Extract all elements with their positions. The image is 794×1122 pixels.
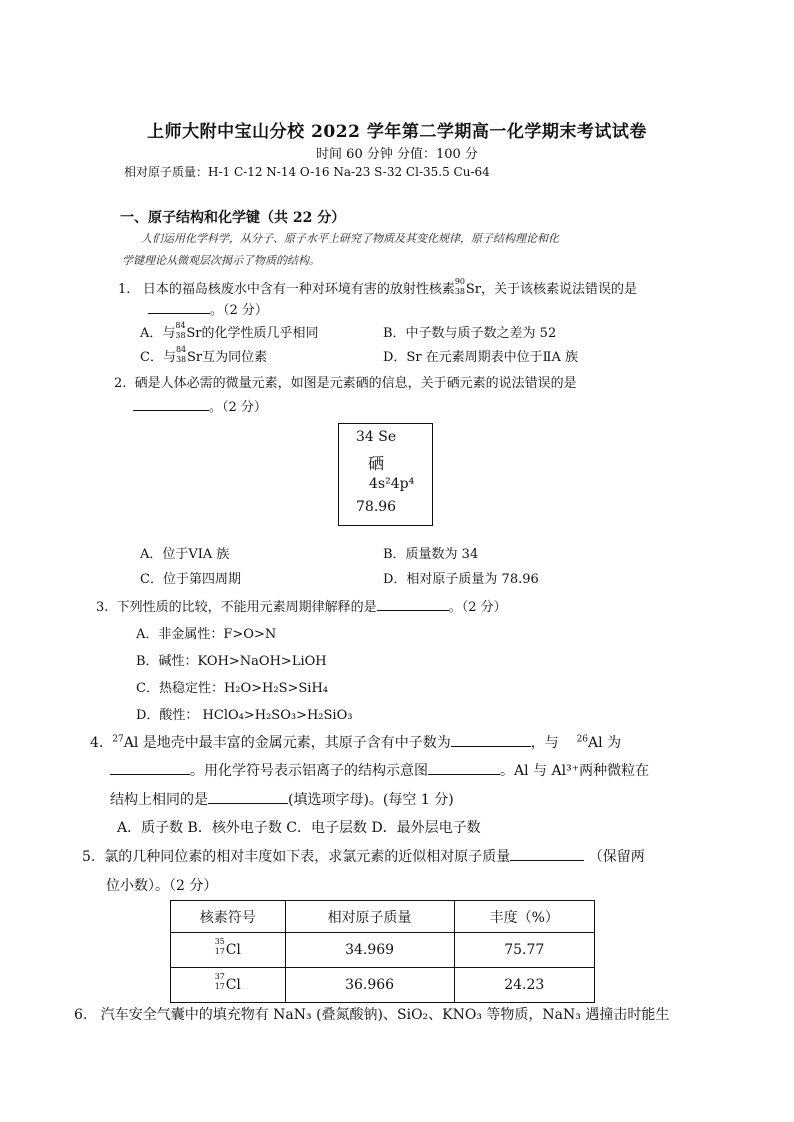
atomic-number: 38 — [175, 355, 187, 364]
question-5-line2: 位小数）。（2 分） — [106, 878, 218, 894]
mass-number: 27 — [112, 734, 124, 745]
q2-option-d[interactable]: D．相对原子质量为 78.96 — [383, 572, 539, 587]
element-symbol: Sr — [186, 326, 202, 341]
isotope-table — [170, 900, 595, 1003]
option-label: C．与 — [140, 350, 176, 365]
atomic-number: 17 — [214, 982, 225, 991]
atomic-number: 38 — [175, 331, 186, 340]
question-1-blank-line — [148, 299, 268, 318]
answer-blank[interactable] — [377, 598, 449, 611]
question-5-line1 — [82, 846, 645, 866]
atomic-mass-cell: 36.966 — [285, 968, 454, 1003]
question-3-stem — [96, 596, 507, 615]
answer-blank[interactable] — [428, 762, 500, 775]
mass-number: 26 — [576, 734, 589, 745]
atomic-number: 17 — [214, 947, 225, 956]
element-symbol: Cl — [225, 977, 241, 993]
answer-blank[interactable] — [133, 398, 209, 411]
question-4-line3 — [110, 789, 454, 809]
mass-number: 84 — [175, 345, 187, 354]
answer-blank[interactable] — [510, 848, 584, 861]
question-4-line1 — [90, 732, 621, 752]
nuclide-sr90 — [454, 277, 481, 297]
atomic-number-symbol: 34 Se — [356, 429, 397, 445]
q2-option-a[interactable]: A．位于VIA 族 — [140, 547, 230, 562]
answer-blank[interactable] — [451, 734, 531, 747]
question-text: （保留两 — [588, 849, 645, 865]
question-text: 。Al 与 Al³⁺两种微粒在 — [500, 763, 650, 779]
mass-number: 37 — [214, 972, 225, 981]
question-number: 6. — [74, 1007, 88, 1023]
q3-option-b[interactable]: B．碱性：KOH>NaOH>LiOH — [136, 654, 327, 669]
answer-blank[interactable] — [110, 762, 190, 775]
atomic-masses: 相对原子质量：H-1 C-12 N-14 O-16 Na-23 S-32 Cl-35.5 Cu-64 — [124, 165, 490, 179]
question-text: ，与 — [530, 735, 559, 751]
q4-options[interactable]: A．质子数 B．核外电子数 C．电子层数 D．最外层电子数 — [117, 820, 481, 836]
question-text: ，关于该核素说法错误的是 — [480, 282, 637, 297]
question-text: 。用化学符号表示铝离子的结构示意图 — [190, 763, 428, 779]
question-1-stem — [118, 278, 637, 297]
atomic-mass-cell: 34.969 — [285, 933, 454, 968]
question-number: 1. — [118, 282, 131, 297]
option-text: 互为同位素 — [202, 350, 268, 365]
q1-option-d[interactable]: D．Sr 在元素周期表中位于ⅡA 族 — [383, 350, 579, 365]
question-2-stem — [114, 372, 577, 391]
score-note: 。（2 分） — [209, 400, 267, 415]
q3-option-d[interactable]: D．酸性： HClO₄>H₂SO₃>H₂SiO₃ — [136, 708, 353, 723]
element-symbol: Sr — [186, 350, 203, 365]
nuclide-cell — [171, 933, 286, 968]
mass-number: 35 — [214, 937, 225, 946]
q3-option-c[interactable]: C．热稳定性：H₂O>H₂S>SiH₄ — [136, 681, 329, 696]
question-text: 氯的几种同位素的相对丰度如下表，求氯元素的近似相对原子质量 — [104, 849, 511, 865]
element-symbol: Cl — [225, 942, 241, 958]
answer-blank[interactable] — [148, 301, 210, 314]
column-header: 相对原子质量 — [285, 901, 454, 933]
q2-option-c[interactable]: C．位于第四周期 — [140, 572, 241, 587]
mass-number: 90 — [454, 277, 466, 286]
question-text: 硒是人体必需的微量元素，如图是元素硒的信息，关于硒元素的说法错误的是 — [134, 376, 577, 391]
exam-title: 上师大附中宝山分校 2022 学年第二学期高一化学期末考试试卷 — [147, 122, 647, 142]
q2-option-b[interactable]: B．质量数为 34 — [383, 547, 479, 562]
table-header-row — [171, 901, 595, 933]
element-name: 硒 — [368, 454, 385, 473]
question-number: 3. — [96, 600, 109, 615]
question-text: 下列性质的比较，不能用元素周期律解释的是 — [116, 600, 377, 615]
atomic-number: 38 — [454, 287, 466, 296]
q1-option-a[interactable] — [140, 322, 319, 341]
nuclide-sr84 — [175, 321, 202, 341]
selenium-element-card — [338, 423, 433, 526]
answer-blank[interactable] — [208, 791, 288, 804]
question-text: Al 是地壳中最丰富的金属元素，其原子含有中子数为 — [123, 735, 451, 751]
q3-option-a[interactable]: A．非金属性：F>O>N — [136, 627, 277, 642]
section-intro-line2: 学键理论从微观层次揭示了物质的结构。 — [122, 254, 320, 267]
question-4-line2 — [110, 760, 649, 780]
abundance-cell: 24.23 — [454, 968, 594, 1003]
q1-option-b[interactable]: B．中子数与质子数之差为 52 — [383, 326, 557, 341]
table-row — [171, 933, 595, 968]
score-note: 。（2 分） — [448, 600, 507, 615]
question-text: 结构上相同的是 — [110, 792, 208, 808]
section-heading: 一、原子结构和化学键（共 22 分） — [120, 210, 346, 226]
nuclide-sr84 — [175, 345, 203, 365]
column-header: 丰度（%） — [454, 901, 594, 933]
q1-option-c[interactable] — [140, 346, 267, 365]
element-symbol: Sr — [465, 282, 481, 297]
column-header: 核素符号 — [171, 901, 286, 933]
question-text: 日本的福岛核废水中含有一种对环境有害的放射性核素 — [142, 282, 455, 297]
mass-number: 84 — [175, 321, 186, 330]
question-number: 5. — [82, 849, 96, 865]
question-6-stem — [74, 1004, 669, 1024]
question-number: 2. — [114, 376, 127, 391]
electron-config: 4s²4p⁴ — [369, 476, 415, 492]
score-note: 。（2 分） — [210, 303, 268, 318]
option-label: A．与 — [140, 326, 176, 341]
question-text: Al 为 — [588, 735, 622, 751]
option-text: 的化学性质几乎相同 — [201, 326, 319, 341]
question-2-blank-line — [133, 396, 267, 415]
nuclide-cell — [171, 968, 286, 1003]
question-text: 汽车安全气囊中的填充物有 NaN₃ (叠氮酸钠)、SiO₂、KNO₃ 等物质，NaN₃ 遇撞击时能生 — [100, 1007, 670, 1023]
relative-atomic-mass: 78.96 — [356, 499, 397, 515]
abundance-cell: 75.77 — [454, 933, 594, 968]
time-score: 时间 60 分钟 分值：100 分 — [316, 147, 478, 162]
section-intro-line1: 人们运用化学科学，从分子、原子水平上研究了物质及其变化规律，原子结构理论和化 — [141, 232, 559, 245]
table-row — [171, 968, 595, 1003]
question-number: 4. — [90, 735, 104, 751]
question-text: (填选项字母)。(每空 1 分) — [288, 792, 454, 808]
